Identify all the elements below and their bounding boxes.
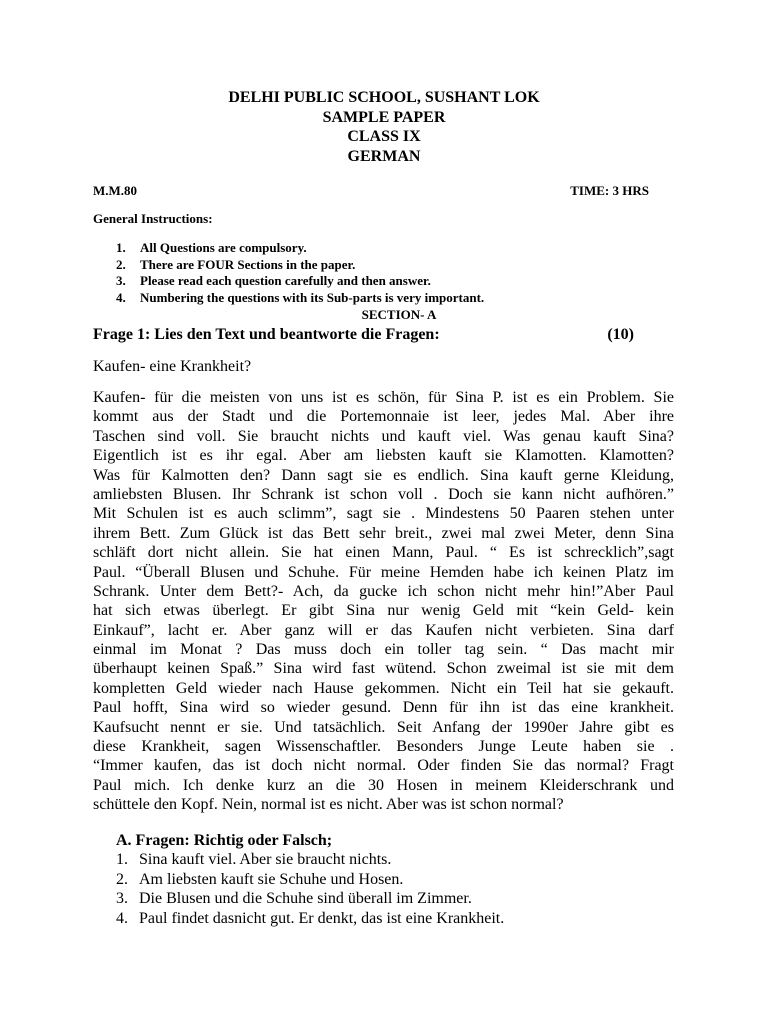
passage-line: Kaufsucht nennt er sie. Und tatsächlich. Seit Anfang der 1990er Jahre gibt es: [93, 718, 674, 736]
section-title: SECTION- A: [361, 307, 437, 322]
instruction-item: 4. Numbering the questions with its Sub-parts is very important.: [116, 290, 485, 306]
question-item: 4. Paul findet dasnicht gut. Er denkt, das ist eine Krankheit.: [116, 910, 505, 928]
passage-line: diese Krankheit, sagen Wissenschaftler. Besonders Junge Leute haben sie .: [93, 738, 674, 756]
passage-line: Was für Kalmotten den? Dann sagt sie es endlich. Sina kauft gerne Kleidung,: [93, 466, 674, 484]
paper-type: SAMPLE PAPER: [322, 108, 446, 126]
passage-line: Eigentlich ist es ihr egal. Aber am liebsten kauft sie Klamotten. Klamotten?: [93, 447, 674, 465]
passage-line: Einkauf”, lacht er. Aber ganz will er das Kaufen nicht verbieten. Sina darf: [93, 621, 674, 639]
passage-line: Mit Schulen ist es auch sclimm”, sagt sie . Mindestens 50 Paaren stehen unter: [93, 505, 674, 523]
passage-line: kommt aus der Stadt und die Portemonnaie ist leer, jedes Mal. Aber ihre: [93, 408, 674, 426]
instructions-heading: General Instructions:: [93, 211, 213, 226]
passage-line: schüttele den Kopf. Nein, normal ist es nicht. Aber was ist schon normal?: [93, 796, 564, 814]
instruction-item: 2. There are FOUR Sections in the paper.: [116, 256, 356, 272]
passage-line: Paul. “Überall Blusen und Schuhe. Für meine Hemden habe ich keinen Platz im: [93, 563, 674, 581]
subject-name: GERMAN: [347, 147, 421, 165]
passage-line: ihrem Bett. Zum Glück ist das Bett sehr breit., zwei mal zwei Meter, denn Sina: [93, 524, 674, 542]
class-name: CLASS IX: [347, 128, 421, 145]
passage-line: einmal im Monat ? Das muss doch ein toller tag sein. “ Das macht mir: [93, 641, 674, 659]
question-item: 2. Am liebsten kauft sie Schuhe und Hosen.: [116, 870, 404, 888]
passage-line: kompletten Geld wieder nach Hause gekommen. Nicht ein Teil hat sie gekauft.: [93, 679, 674, 697]
max-marks: M.M.80: [93, 183, 138, 198]
passage-line: schläft dort nicht allein. Sie hat einen Mann, Paul. “ Es ist schrecklich”,sagt: [93, 544, 674, 562]
passage-line: überhaupt keinen Spaß.” Sina wird fast wütend. Schon zweimal ist sie mit dem: [93, 660, 674, 678]
passage-line: Taschen sind voll. Sie braucht nichts und kauft viel. Was genau kauft Sina?: [93, 427, 674, 445]
part-a-questions: [116, 850, 504, 929]
document-header: [0, 88, 768, 166]
exam-time: TIME: 3 HRS: [570, 183, 649, 198]
question-item: 3. Die Blusen und die Schuhe sind überall im Zimmer.: [116, 890, 472, 908]
reading-text-title: Kaufen- eine Krankheit?: [93, 358, 252, 375]
passage-line: Kaufen- für die meisten von uns ist es schön, für Sina P. ist es ein Problem. Sie: [93, 389, 674, 406]
passage-line: Schrank. Unter dem Bett?- Ach, da gucke ich schon nicht mehr hin!”Aber Paul: [93, 582, 674, 600]
instructions-list: [116, 240, 676, 307]
question-1-title: Frage 1: Lies den Text und beantworte die Fragen:: [93, 326, 440, 343]
instruction-item: 1. All Questions are compulsory.: [116, 240, 307, 255]
passage-line: hat sich etwas überlegt. Er gibt Sina nur wenig Geld mit “kein Geld- kein: [93, 602, 674, 620]
question-1-marks: (10): [607, 326, 634, 343]
question-item: 1. Sina kauft viel. Aber sie braucht nichts.: [116, 851, 392, 868]
part-a-heading: A. Fragen: Richtig oder Falsch;: [116, 832, 333, 849]
reading-passage: [93, 388, 674, 815]
passage-line: Paul mich. Ich denke kurz an die 30 Hosen in meinem Kleiderschrank und: [93, 776, 674, 794]
passage-line: Paul hofft, Sina wird so wieder gesund. Denn für ihn ist das eine krankheit.: [93, 699, 674, 717]
instruction-item: 3. Please read each question carefully and then answer.: [116, 273, 431, 289]
passage-line: amliebsten Blusen. Ihr Schrank ist schon voll . Doch sie kann nicht aufhören.”: [93, 485, 674, 503]
passage-line: “Immer kaufen, das ist doch nicht normal. Oder finden Sie das normal? Fragt: [93, 757, 674, 775]
school-name: DELHI PUBLIC SCHOOL, SUSHANT LOK: [228, 89, 540, 106]
